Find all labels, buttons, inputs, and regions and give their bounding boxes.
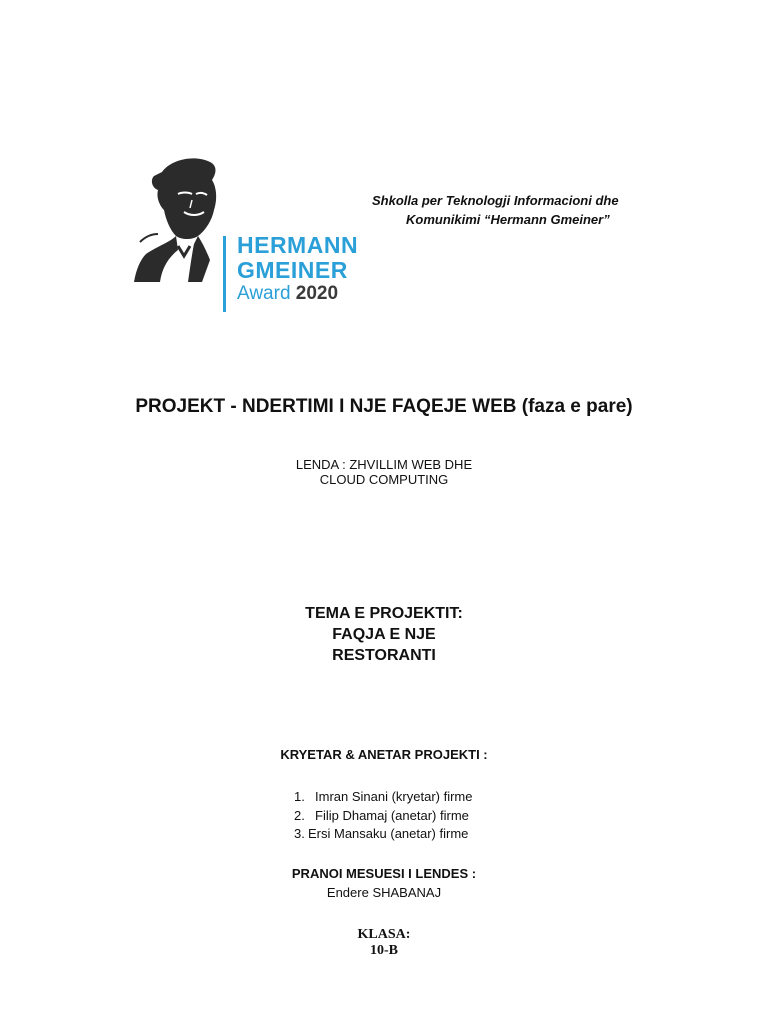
logo-divider [223,236,226,312]
list-item [294,807,472,826]
logo-award-year: 2020 [295,283,339,304]
theme-line3: RESTORANTI [332,647,436,664]
page-title: PROJEKT - NDERTIMI I NJE FAQEJE WEB (faza e pare) [135,396,633,417]
school-name [372,191,672,229]
logo-line-award [237,284,358,303]
theme-line1: TEMA E PROJEKTIT: [305,605,463,622]
subject-block [0,457,768,487]
list-item-number: 1. [294,789,305,804]
class-heading: KLASA: [357,927,411,942]
project-theme [0,603,768,666]
list-item-text: Filip Dhamaj (anetar) firme [315,807,469,823]
list-item [294,788,472,807]
logo-line-hermann: HERMANN [237,232,359,258]
school-name-line2: Komunikimi “Hermann Gmeiner” [406,212,610,227]
teacher-heading: PRANOI MESUESI I LENDES : [291,866,477,881]
teacher-name: Endere SHABANAJ [326,885,442,900]
list-item-number: 3. [294,826,305,841]
logo-line-gmeiner: GMEINER [237,257,348,283]
subject-line1: LENDA : ZHVILLIM WEB DHE [295,457,473,472]
list-item-number: 2. [294,807,305,823]
members-heading: KRYETAR & ANETAR PROJEKTI : [280,747,488,762]
list-item-text: Ersi Mansaku (anetar) firme [308,826,469,841]
school-name-line1: Shkolla per Teknologji Informacioni dhe [372,193,619,208]
members-list [294,788,472,844]
class-name: 10-B [370,943,398,958]
list-item-text: Imran Sinani (kryetar) firme [315,789,473,804]
logo-award-word: Award [237,283,291,304]
list-item [294,825,472,844]
hermann-gmeiner-award-logo [132,150,362,318]
subject-line2: CLOUD COMPUTING [319,472,449,487]
theme-line2: FAQJA E NJE [332,626,436,643]
logo-text [237,234,358,303]
